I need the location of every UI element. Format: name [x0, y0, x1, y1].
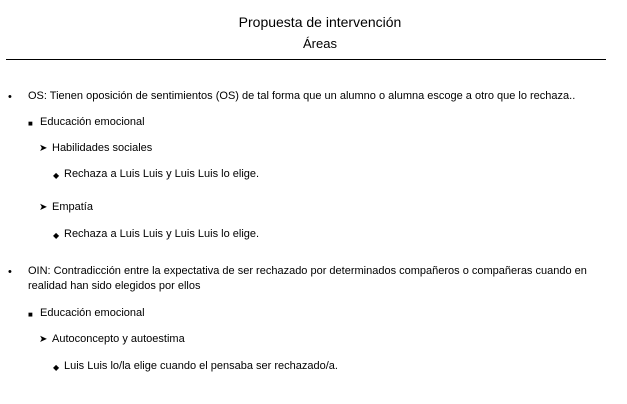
diamond-bullet-icon: ◆ — [53, 231, 60, 240]
level1-bullet-icon: • — [8, 266, 12, 278]
skill-detail: Rechaza a Luis Luis y Luis Luis lo elige. — [64, 228, 260, 240]
skill-label: Empatía — [52, 201, 93, 213]
skill-label: Autoconcepto y autoestima — [52, 333, 185, 345]
skill-detail: Luis Luis lo/la elige cuando el pensaba ser rechazado/a. — [64, 360, 338, 372]
page-subtitle: Áreas — [303, 36, 337, 51]
square-bullet-icon: ■ — [28, 310, 33, 319]
arrow-bullet-icon: ➤ — [39, 334, 48, 345]
area-label: Educación emocional — [40, 307, 145, 319]
skill-detail: Rechaza a Luis Luis y Luis Luis lo elige. — [64, 168, 260, 180]
section-text-oin: OIN: Contradicción entre la expectativa de ser rechazado por determinados compañeros o compañeras cuando en realidad han sido elegidos por ellos — [28, 265, 587, 292]
diamond-bullet-icon: ◆ — [53, 363, 60, 372]
area-label: Educación emocional — [40, 116, 145, 128]
square-bullet-icon: ■ — [28, 119, 33, 128]
skill-label: Habilidades sociales — [52, 142, 153, 154]
level1-bullet-icon: • — [8, 91, 12, 103]
diamond-bullet-icon: ◆ — [53, 171, 60, 180]
arrow-bullet-icon: ➤ — [39, 143, 48, 154]
section-text-os: OS: Tienen oposición de sentimientos (OS) de tal forma que un alumno o alumna escoge a otro que lo rechaza.. — [28, 90, 576, 102]
header-divider — [6, 59, 606, 60]
arrow-bullet-icon: ➤ — [39, 202, 48, 213]
page-title: Propuesta de intervención — [238, 14, 402, 30]
